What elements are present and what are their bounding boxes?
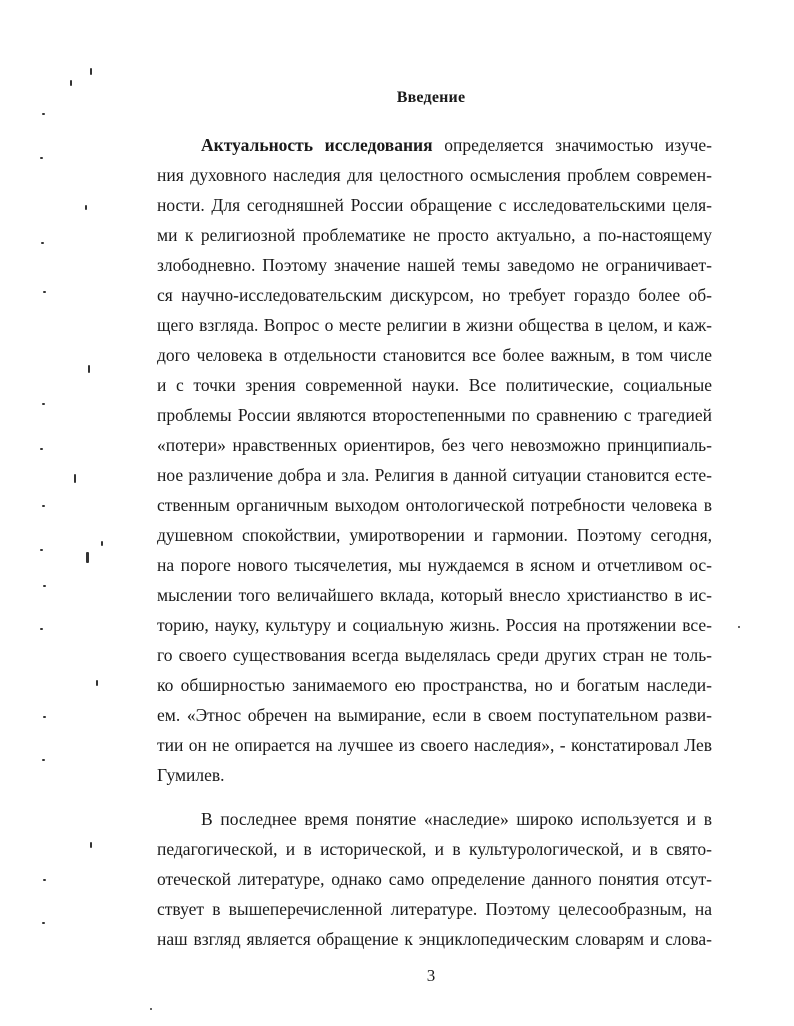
paragraph-line: го своего существования всегда выделялась среди других стран не толь-: [157, 645, 712, 665]
scan-speck: [43, 291, 46, 293]
scan-speck: [40, 628, 43, 630]
lead-bold-phrase: Актуальность исследования: [201, 135, 433, 155]
paragraph-line: ся научно-исследовательским дискурсом, но требует гораздо более об-: [157, 285, 712, 305]
scan-speck: [85, 205, 87, 210]
scan-speck: [90, 842, 92, 848]
paragraph-line: злободневно. Поэтому значение нашей темы заведомо не ограничивает-: [157, 255, 712, 275]
paragraph-line: «потери» нравственных ориентиров, без чего невозможно принципиаль-: [157, 435, 712, 455]
page-number: 3: [426, 966, 436, 985]
paragraph-line: ния духовного наследия для целостного осмысления проблем современ-: [157, 165, 712, 185]
paragraph-line: ко обширностью занимаемого ею пространства, но и богатым наследи-: [157, 675, 712, 695]
paragraph-line: ми к религиозной проблематике не просто актуально, а по-настоящему: [157, 225, 712, 245]
paragraph-line: и с точки зрения современной науки. Все политические, социальные: [157, 375, 712, 395]
paragraph-line: ем. «Этнос обречен на вымирание, если в своем поступательном разви-: [157, 705, 712, 725]
scan-speck: [96, 680, 98, 686]
paragraph-line: щего взгляда. Вопрос о месте религии в жизни общества в целом, и каж-: [157, 315, 712, 335]
paragraph-line: ственным органичным выходом онтологической потребности человека в: [157, 495, 712, 515]
scan-speck: [40, 157, 43, 159]
scan-speck: [90, 68, 92, 75]
paragraph-line: торию, науку, культуру и социальную жизнь. Россия на протяжении все-: [157, 615, 712, 635]
document-heading: Введение: [396, 89, 466, 106]
paragraph-line: Гумилев.: [157, 765, 225, 785]
scan-speck: [738, 626, 740, 628]
scan-speck: [40, 549, 43, 551]
scan-speck: [43, 716, 46, 718]
scan-speck: [40, 448, 43, 450]
scan-speck: [150, 1008, 152, 1010]
paragraph-line: ное различение добра и зла. Религия в данной ситуации становится есте-: [157, 465, 712, 485]
scan-speck: [88, 365, 90, 373]
paragraph-line: [157, 130, 712, 160]
scan-speck: [42, 922, 45, 924]
scan-speck: [86, 552, 89, 563]
paragraph-line: проблемы России являются второстепенными по сравнению с трагедией: [157, 405, 712, 425]
paragraph-line: педагогической, и в исторической, и в культурологической, и в свято-: [157, 839, 712, 859]
scan-speck: [42, 505, 45, 507]
scan-speck: [101, 541, 103, 546]
scan-speck: [43, 585, 46, 587]
scan-speck: [70, 80, 72, 86]
paragraph-line: на пороге нового тысячелетия, мы нуждаемся в ясном и отчетливом ос-: [157, 555, 712, 575]
paragraph-line: дого человека в отдельности становится все более важным, в том числе: [157, 345, 712, 365]
paragraph-line: тии он не опирается на лучшее из своего наследия», - констатировал Лев: [157, 735, 712, 755]
scan-speck: [41, 242, 44, 244]
scan-speck: [42, 113, 45, 115]
paragraph-line: ности. Для сегодняшней России обращение с исследовательскими целя-: [157, 195, 712, 215]
paragraph-gap: [157, 790, 712, 804]
paragraph-line: отеческой литературе, однако само определение данного понятия отсут-: [157, 869, 712, 889]
paragraph-line: ствует в вышеперечисленной литературе. Поэтому целесообразным, на: [157, 899, 712, 919]
scan-speck: [43, 879, 46, 881]
document-body: [157, 130, 712, 954]
paragraph-line: мыслении того величайшего вклада, который внесло христианство в ис-: [157, 585, 712, 605]
paragraph-line: душевном спокойствии, умиротворении и гармонии. Поэтому сегодня,: [157, 525, 712, 545]
scan-speck: [42, 403, 45, 405]
scan-speck: [42, 759, 45, 761]
paragraph-line: наш взгляд является обращение к энциклопедическим словарям и слова-: [157, 929, 712, 949]
lead-rest: определяется значимостью изуче-: [432, 135, 712, 155]
paragraph-line: В последнее время понятие «наследие» широко используется и в: [201, 809, 712, 829]
scan-speck: [74, 474, 76, 483]
